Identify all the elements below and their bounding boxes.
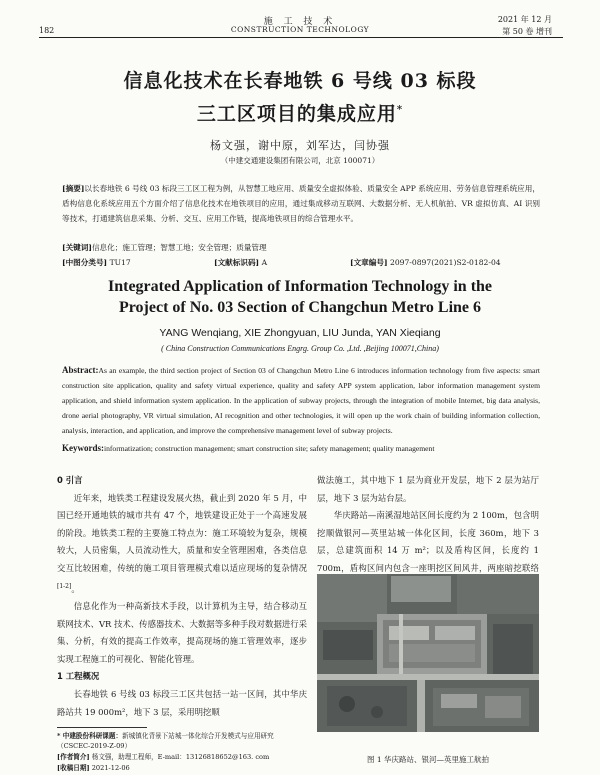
- keywords-cn-label: [关键词]: [62, 243, 92, 252]
- overview-paragraph-2: 华庆路站—南溪湿地站区间长度约为 2 100m，包含明挖顺做银河—英里站城一体化区间，长度 360m，地下 3 层，总建筑面积 14 万 m²；以及盾构区间，长度约 1 700m，盾构区间内包含一座明挖区间风井，两座暗挖联络: [317, 510, 539, 573]
- aerial-photo-drawing: [317, 574, 539, 732]
- issue-volume: 第 50 卷 增刊: [502, 27, 552, 36]
- footnote-author: [作者简介] 杨文强，助理工程师，E-mail：13126818652@163. com: [57, 753, 270, 761]
- abstract-cn-label: [摘要]: [62, 184, 85, 193]
- article-number: [文章编号] 2097-0897(2021)S2-0182-04: [350, 258, 501, 267]
- body-left-column: [57, 472, 307, 721]
- keywords-cn: [62, 240, 540, 255]
- authors-en: YANG Wenqiang, XIE Zhongyuan, LIU Junda, YAN Xieqiang: [159, 327, 441, 339]
- document-code: [文献标识码] A: [214, 258, 268, 267]
- title-cn-line2: [0, 99, 600, 126]
- citation-1-2: [1-2]: [57, 582, 72, 590]
- title-fund-marker: *: [396, 104, 404, 116]
- journal-name-en: CONSTRUCTION TECHNOLOGY: [230, 25, 370, 34]
- journal-name-cn: 施 工 技 术: [263, 17, 337, 27]
- title-en-line1: Integrated Application of Information Technology in the: [107, 278, 493, 295]
- title-cn-line2-text: 三工区项目的集成应用: [196, 103, 397, 125]
- figure-1-caption: 图 1 华庆路站、银河—英里施工航拍: [366, 755, 490, 764]
- title-cn-line1: 信息化技术在长春地铁 6 号线 03 标段: [123, 70, 477, 92]
- abstract-en: [62, 363, 540, 438]
- keywords-en-text: informatization; construction management; smart construction site; safety management; quality management: [104, 444, 435, 453]
- footnote-rule: [57, 727, 147, 728]
- intro-paragraph-1: 近年来，地铁类工程建设发展火热，截止到 2020 年 5 月，中国已经开通地铁的城市共有 47 个，地铁建设正处于一个高速发展的阶段。地铁类工程的主要施工特点为：施工环境较为复杂，规模较大，人员密集，人员流动性大，质量和安全管理困难，各类信息交互比较困难，传统的施工项目管理模式难以适应现场的复杂情况[1-2]。: [57, 492, 307, 594]
- intro-paragraph-2: 信息化作为一种高新技术手段，以计算机为主导，结合移动互联网技术、VR 技术、传感器技术、大数据等多种手段对数据进行采集、分析，有效的提高工作效率，提高现场的施工管理效率，逐步实现工程施工的可视化、智能化管理。: [57, 600, 307, 664]
- keywords-en: [62, 443, 540, 453]
- affiliation-cn: （中建交通建设集团有限公司，北京 100071）: [220, 156, 380, 165]
- abstract-cn: [62, 181, 540, 226]
- overview-paragraph-1: 长春地铁 6 号线 03 标段三工区共包括一站一区间，其中华庆路站共 19 000m²，地下 3 层，采用明挖顺: [57, 688, 307, 717]
- overview-paragraph-cont: 做法施工，其中地下 1 层为商业开发层，地下 2 层为站厅层，地下 3 层为站台层。: [317, 475, 539, 503]
- page-number: 182: [39, 26, 55, 35]
- header-rule: [39, 37, 563, 38]
- affiliation-en: ( China Construction Communications Engrg. Group Co. ,Ltd. ,Beijing 100071,China): [161, 344, 439, 353]
- aerial-photo: [317, 574, 539, 732]
- clc-number: [中图分类号] TU17: [62, 258, 131, 267]
- footnote-received: [收稿日期] 2021-12-06: [57, 764, 130, 772]
- keywords-en-label: Keywords:: [62, 443, 104, 453]
- footnote-fund: * 中建股份科研课题：新城镇化背景下站城一体化综合开发模式与应用研究（CSCEC-2019-Z-09）: [57, 732, 274, 751]
- abstract-en-text: As an example, the third section project of Section 03 of Changchun Metro Line 6 introduces information technology from five aspects: smart construction site application, quality and safety virtual experience, quality and safety APP system application, labor information management system application, and shield information system application. In the application of subway projects, through the integration of mobile Internet, big data analysis, drone aerial photography, VR virtual simulation, AI recognition and other technologies, it will open up the work chain of building information collection, analysis, interaction, and application, and improve the comprehensive management level of subway projects.: [62, 366, 540, 435]
- issue-date: 2021 年 12 月: [497, 15, 552, 24]
- keywords-cn-text: 信息化；施工管理；智慧工地；安全管理；质量管理: [91, 243, 267, 252]
- abstract-en-label: Abstract:: [62, 365, 99, 375]
- section-1-heading: 1 工程概况: [57, 671, 100, 682]
- section-0-heading: 0 引言: [57, 475, 83, 485]
- abstract-cn-text: 以长春地铁 6 号线 03 标段三工区工程为例，从智慧工地应用、质量安全虚拟体验、质量安全 APP 系统应用、劳务信息管理系统应用，盾构信息化系统应用五个方面介绍了信息化技术在地铁项目的应用，通过集成移动互联网、大数据分析、无人机航拍、VR 虚拟仿真、AI 识别等技术，打通建筑信息采集、分析、交互、应用工作链，提高地铁项目的综合管理水平。: [62, 184, 540, 223]
- title-en-line2: Project of No. 03 Section of Changchun Metro Line 6: [118, 299, 482, 316]
- authors-cn: 杨文强，谢中原，刘军达，闫协强: [210, 139, 390, 152]
